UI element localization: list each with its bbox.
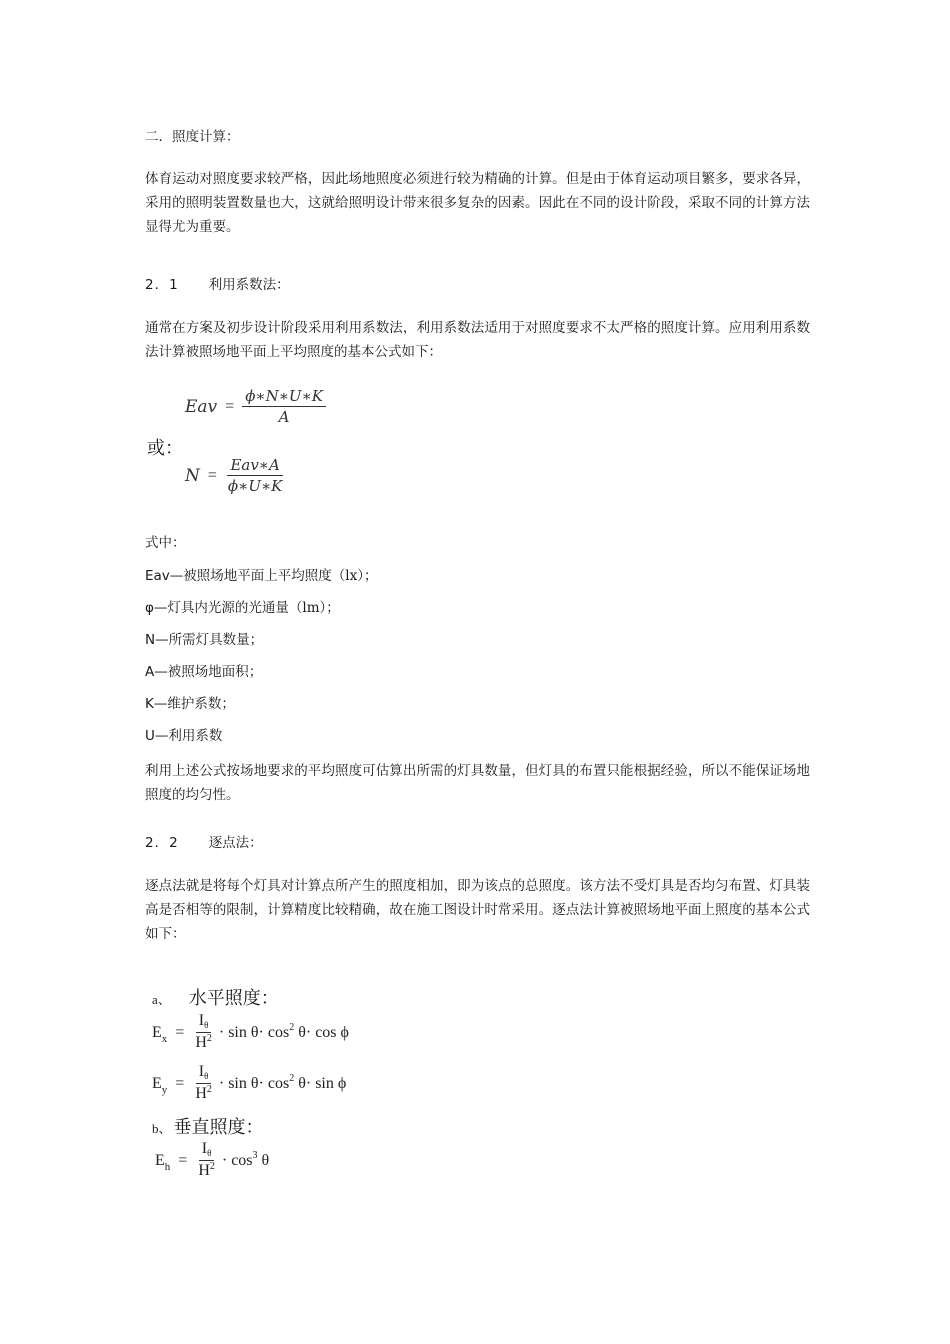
definition-text: —所需灯具数量； <box>155 632 264 648</box>
formula-ex <box>152 1012 349 1054</box>
vertical-heading <box>152 1113 264 1139</box>
method-2-2-paragraph: 逐点法就是将每个灯具对计算点所产生的照度相加，即为该点的总照度。该方法不受灯具是否均匀布置、灯具装高是否相等的限制，计算精度比较精确，故在施工图设计时常采用。逐点法计算被照场地平面上照度的基本公式如下： <box>145 878 810 942</box>
definition-symbol: Eav <box>145 568 170 584</box>
formula-ey-equals: = <box>175 1075 185 1092</box>
heading-2-2 <box>145 831 810 855</box>
horizontal-label: 水平照度： <box>188 988 279 1009</box>
formula-eh-equals: = <box>178 1152 188 1169</box>
definition-text: —灯具内光源的光通量（lm）； <box>153 600 340 616</box>
formula-eav-denominator: A <box>278 408 290 426</box>
formula-eav-numerator: ϕ∗N∗U∗K <box>242 387 326 407</box>
formula-eav-fraction <box>242 387 326 426</box>
formula-n-denominator: ϕ∗U∗K <box>227 477 283 495</box>
formula-n-equals: = <box>207 466 217 484</box>
definition-text: —被照场地平面上平均照度（lx）； <box>169 568 378 584</box>
definition-item <box>145 660 810 684</box>
intro-paragraph: 体育运动对照度要求较严格，因此场地照度必须进行较为精确的计算。但是由于体育运动项目繁多，要求各异，采用的照明装置数量也大，这就给照明设计带来很多复杂的因素。因此在不同的设计阶段，采取不同的计算方法显得尤为重要。 <box>145 171 810 235</box>
definition-text: —维护系数； <box>153 696 235 712</box>
formula-n <box>185 456 285 495</box>
formula-ex-fraction: $\frac{I\theta}{H^2}$ <box>195 1012 212 1051</box>
definition-symbol: φ <box>145 600 154 616</box>
definition-text: —被照场地面积； <box>154 664 263 680</box>
definition-item <box>145 724 810 748</box>
formula-ey-tail: · $\sin \theta\cdot \cos^2 \theta\cdot \sin \phi$ <box>218 1073 347 1092</box>
formula-ey <box>152 1063 346 1105</box>
formula-ex-lhs: $E_x$ <box>152 1024 168 1045</box>
heading-2-1-number: 2．1 <box>145 277 179 293</box>
definition-item <box>145 628 810 652</box>
definition-item <box>145 564 810 588</box>
heading-2-1-title: 利用系数法： <box>208 277 290 293</box>
formula-n-numerator: Eav∗A <box>227 456 282 476</box>
formula-eav-lhs: Eav <box>185 396 218 417</box>
formula-eh-fraction: $\frac{I\theta}{H^2}$ <box>198 1140 215 1179</box>
heading-2-2-title: 逐点法： <box>208 835 263 851</box>
formula-eav-equals: = <box>225 397 235 415</box>
section-title: 二．照度计算： <box>145 129 240 145</box>
horizontal-heading <box>152 984 279 1010</box>
method-2-1-paragraph: 通常在方案及初步设计阶段采用利用系数法，利用系数法适用于对照度要求不太严格的照度计算。应用利用系数法计算被照场地平面上平均照度的基本公式如下： <box>145 320 810 360</box>
heading-2-1 <box>145 273 810 297</box>
definition-text: —利用系数 <box>154 728 223 744</box>
vertical-prefix: b、 <box>152 1121 172 1136</box>
formula-ex-equals: = <box>175 1024 185 1041</box>
formula-eh-lhs: $E_h$ <box>155 1152 171 1173</box>
definition-item <box>145 596 810 620</box>
definition-item <box>145 692 810 716</box>
formula-ex-tail: · $\sin \theta\cdot \cos^2 \theta\cdot \cos \phi$ <box>218 1022 349 1041</box>
where-label: 式中： <box>145 535 186 551</box>
formula-eh <box>155 1140 269 1182</box>
definition-symbol: N <box>145 632 156 648</box>
formula-ey-fraction: $\frac{I\theta}{H^2}$ <box>195 1063 212 1102</box>
horizontal-prefix: a、 <box>152 992 171 1007</box>
method-2-1-note: 利用上述公式按场地要求的平均照度可估算出所需的灯具数量，但灯具的布置只能根据经验，所以不能保证场地照度的均匀性。 <box>145 763 810 803</box>
or-label: 或： <box>147 438 183 459</box>
definition-symbol: U <box>145 728 155 744</box>
formula-ey-lhs: $E_y$ <box>152 1075 168 1096</box>
formula-n-fraction <box>225 456 285 495</box>
heading-2-2-number: 2．2 <box>145 835 179 851</box>
formula-n-lhs: N <box>185 465 200 486</box>
definition-symbol: K <box>145 696 154 712</box>
formula-eav <box>185 387 326 426</box>
definition-symbol: A <box>145 664 155 680</box>
vertical-label: 垂直照度： <box>173 1117 264 1138</box>
formula-eh-tail: · $\cos^3 \theta$ <box>221 1150 270 1169</box>
